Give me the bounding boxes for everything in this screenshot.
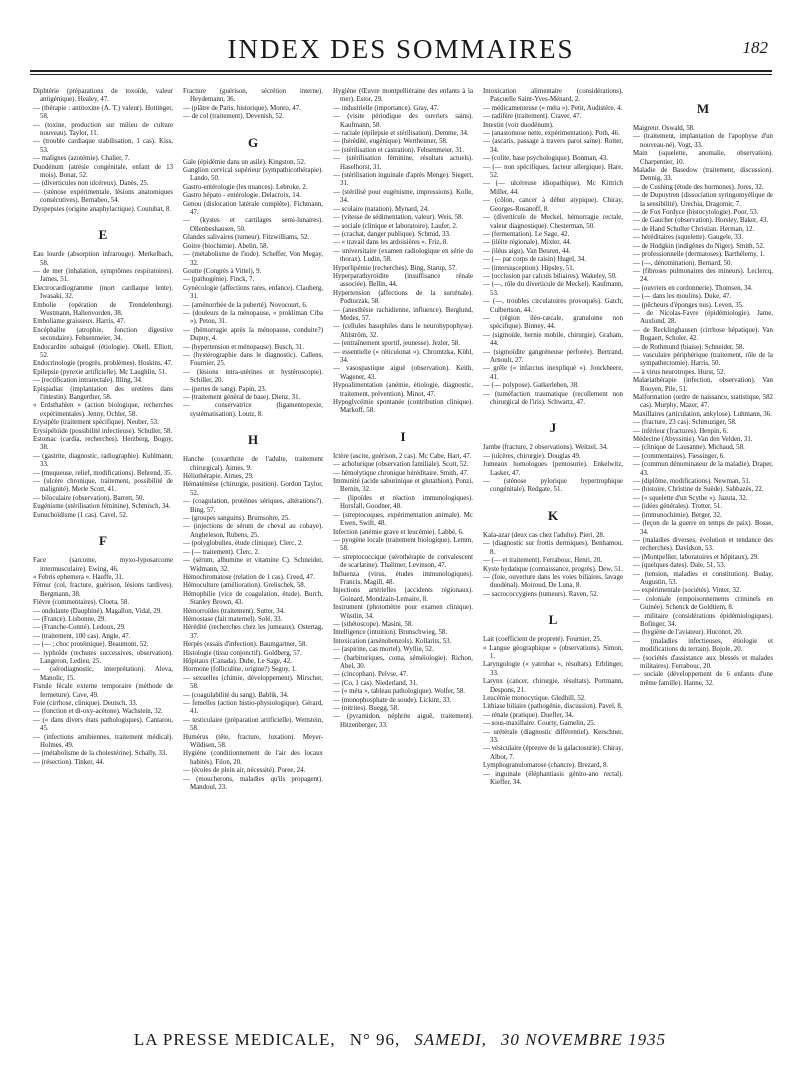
index-entry: Hygiène (Œuvre montpelliéraine des enfants à la mer). Estor, 29.: [333, 88, 473, 104]
index-entry: Intelligence (intuition). Brunschwieg, 58.: [333, 629, 448, 637]
index-entry: Malariathérapie (infection, observation). Van Rooyen, Pile, 51.: [633, 377, 773, 393]
index-entry: — (clinique de Lausanne). Michaud, 58.: [633, 444, 745, 452]
index-entry: Duodénum (atrésie congénitale, enfant de 13 mois). Bonar, 52.: [33, 163, 173, 180]
index-entry: — (moucherons, maladies qu'ils propagent). Mandoul, 23.: [183, 775, 323, 792]
index-entry: Kala-azar (deux cas chez l'adulte). Pieri, 28.: [483, 531, 605, 539]
index-entry: Herpès (essais d'infection). Baumgartner, 58.: [183, 641, 308, 649]
index-entry: — de Gaucher (observation). Horsley, Baker, 43.: [633, 217, 769, 225]
index-entry: — (occlusion par calculs biliaires). Wakeley, 50.: [483, 272, 617, 280]
index-entry: Eau lourde (absorption infrarouge). Merkelbach, 58.: [33, 251, 173, 267]
index-entry: — (groupes sanguins). Brumsohre, 25.: [183, 515, 290, 523]
index-entry: — ondulante (Dauphiné). Magallon, Vidal, 29.: [33, 607, 163, 615]
index-entry: — coloniale (empoisonnements criminels en Guinée). Schenck de Goldtiem, 8.: [633, 595, 773, 612]
index-entry: Emboliame graisseux. Harris, 47.: [33, 318, 126, 326]
index-entry: — conservatrice (ligamentopexie, systématisation). Loutz, 8.: [183, 402, 323, 418]
index-entry: — (anesthésie rachidienne, influence). Berglund, Medes, 57.: [333, 306, 473, 322]
index-entry: — sociale (clinique et laboratoire). Laufer, 2.: [333, 222, 458, 230]
index-entry: — (barbituriques, coma, séméiologie). Richon, Abel, 30.: [333, 654, 473, 670]
index-entry: Médecine (Abyssinie). Van den Velden, 31.: [633, 436, 753, 444]
index-entry: — (polyglobulies, étude clinique). Clerc, 2.: [183, 540, 303, 548]
index-column-5: [633, 88, 773, 1000]
section-letter: H: [247, 432, 259, 448]
index-entry: — (maladies infectieuses, étiologie et modifications du terrain). Bojole, 20.: [633, 637, 773, 654]
index-entry: Intoxication (arsénobenzols). Kollarits, 53.: [333, 637, 452, 645]
index-entry: — (métabolisme de la cholestérine). Schally, 33.: [33, 750, 168, 758]
index-entry: Gynécologie (affections rares, enfance). Clauberg, 31.: [183, 284, 323, 301]
index-entry: — militaire (considérations épidémiologiques). Bofinger, 34.: [633, 612, 773, 628]
footer-journal: LA PRESSE MEDICALE,: [133, 1030, 336, 1049]
index-entry: — (douleurs de la ménopause, « prokliman Ciba »). Petou, 31.: [183, 309, 323, 326]
index-entry: — de Hodgkin (indigènes du Niger). Smith, 52.: [633, 242, 765, 250]
footer-weekday: SAMEDI,: [414, 1030, 487, 1049]
index-entry: — sous-maxillaire. Courty, Gamelin, 25.: [483, 720, 596, 728]
index-entry: — (coagulabilité du sang). Bablik, 34.: [183, 691, 289, 699]
index-entry: — (— traitement). Clerc, 2.: [183, 548, 260, 556]
index-entry: — (sténose expérimentale, lésions anatomiques consécutives). Bernabeo, 54.: [33, 188, 173, 205]
index-entry: Hôpitaux (Canada). Dube, Le Sage, 42.: [183, 657, 292, 665]
page-header: [30, 34, 772, 64]
index-entry: Malformation (ordre de naissance, statistique, 582 cas). Murphy, Mazer, 47.: [633, 394, 773, 410]
index-entry: — (— et traitement). Ferrabouc, Henri, 20.: [483, 557, 603, 565]
index-entry: — raciale (épilepsie et stérilisation). Demme, 34.: [333, 130, 469, 138]
index-entry: — (— ulcéreuse idiopathique). Mc Kittrich Miller, 44.: [483, 180, 623, 196]
index-entry: — (ulcère chronique, traitement, possibilité de malignité). Merle Scott, 41.: [33, 478, 173, 494]
index-entry: — (immunochimie). Berger, 32.: [633, 511, 722, 519]
index-entry: Intestin (voir duodénum).: [483, 121, 554, 129]
index-entry: Histologie (tissu conjonctif). Goldberg, 57.: [183, 649, 302, 657]
page-footer: [0, 1030, 800, 1050]
index-entry: Injections artérielles (accidents régionaux). Goinard, Mondzain-Lemaire, 8.: [333, 587, 473, 603]
index-column-4: [483, 88, 623, 1000]
page-title: INDEX DES SOMMAIRES: [227, 34, 575, 64]
index-entry: Infection (anémie grave et leucémie). Labbé, 6.: [333, 528, 464, 536]
index-entry: Fémur (col, fracture, guérison, lésions tardives). Bergmann, 38.: [33, 582, 173, 598]
index-entry: — sociale (développement de 6 enfants d'une même famille). Hanne, 32.: [633, 671, 773, 687]
index-entry: — (côlon, cancer à début atypique). Chiray, Georges-Rosanoff, 8.: [483, 197, 623, 213]
index-entry: — (diplôme, modifications). Newman, 51.: [633, 478, 751, 486]
index-entry: Eugénisme (stérilisation féminine). Schmisch, 34.: [33, 503, 171, 511]
index-entry: — pyogène locale (traitement biologique). Lemm, 58.: [333, 536, 473, 553]
index-entry: — (visite périodique des ouvriers sains). Kaufmann, 58.: [333, 113, 473, 129]
index-entry: — (« squelette d'un Scythe »). Jazuta, 32.: [633, 494, 748, 502]
index-entry: — de Fox Fordyce (histocytologie). Poor, 53.: [633, 209, 759, 217]
index-entry: — (commun dénominateur de la maladie). Draper, 43.: [633, 461, 773, 477]
index-entry: — (stérilisation féminine, résultats actuels). Haselhorst, 31.: [333, 155, 473, 171]
index-entry: — (diverticule de Meckel, hémorragie rectale, valeur diagnostique). Chesterman, 50.: [483, 214, 623, 230]
index-entry: — (anastomose nette, expérimentation). Poth, 46.: [483, 130, 620, 138]
index-entry: — « travail dans les ardoisières ». Friz, 8.: [333, 239, 449, 247]
index-entry: — (kystes et cartilages semi-lunaires). Ollenbeshausen, 50.: [183, 217, 323, 233]
index-entry: — de Recklinghausen (cirrhose hépatique). Van Bogaert, Scholer, 42.: [633, 326, 773, 343]
index-entry: — universitaire (examen radiologique en série du thorax). Ludin, 58.: [333, 247, 473, 264]
index-entry: — (traitement, 100 cas). Angle, 47.: [33, 632, 131, 640]
index-entry: — (—, dénomination). Bernard, 50.: [633, 259, 733, 267]
index-entry: — (tuméfaction traumatique (recollement non chirurgical de l'iris). Schwartz, 47.: [483, 390, 623, 407]
index-entry: « Febris ephemera ». Hauffe, 31.: [33, 573, 124, 581]
index-entry: Larynx (cancer, chirurgie, résultats). Portmann, Despons, 21.: [483, 678, 623, 694]
index-entry: Jambe (fracture, 2 observations). Weitzel, 34.: [483, 444, 609, 452]
index-entry: — (ouvriers en cordonnerie). Thomsen, 34.: [633, 284, 753, 292]
index-entry: Maigreur. Oswald, 58.: [633, 125, 695, 132]
index-column-3: [333, 88, 473, 1000]
index-entry: Intoxication alimentaire (considérations). Pascuelle Saint-Yves-Ménard, 2.: [483, 88, 623, 104]
index-entry: — radifère (traitement). Craver, 47.: [483, 113, 582, 121]
section-letter: E: [98, 227, 108, 243]
index-entry: Hypoalimentation (anémie, étiologie, diagnostic, traitement, prévention). Minot, 47.: [333, 382, 473, 398]
index-entry: — (fermentation). Le Sage, 42.: [483, 230, 570, 238]
index-entry: Hyperlipémie (recherches). Bing, Starup, 57.: [333, 264, 457, 272]
index-entry: — (France). Lisbonne, 29.: [33, 615, 107, 623]
index-entry: Hanche (coxarthrite de l'adulte, traitement chirurgical). Aimes, 9.: [183, 456, 323, 472]
section-letter: J: [549, 420, 557, 436]
index-entry: — (« méta », tableau pathologique). Wolfer, 58.: [333, 688, 466, 696]
index-entry: Lymphogranulomatose (chancre). Brezard, 8.: [483, 762, 609, 770]
index-entry: — hémolytique chronique héréditaire. Smith, 47.: [333, 469, 469, 477]
index-column-1: [33, 88, 173, 1000]
index-entry: Endocrinologie (progrès, problèmes). Hoskins, 47.: [33, 360, 173, 368]
index-entry: — vésiculaire (épreuve de la galactosurie). Chiray, Albot, 7.: [483, 745, 623, 761]
index-entry: Fistule fécale externe temporaire (méthode de fermeture). Cave, 49.: [33, 683, 173, 699]
index-entry: — (plâtre de Paris, historique). Monro, 47.: [183, 104, 301, 112]
index-entry: — vasculaire périphérique (traitement, rôle de la sympathectomie). Harris, 50.: [633, 351, 773, 368]
section-letter: G: [247, 134, 259, 150]
index-entry: — de Dupuytren (dissociation syringomyélique de la sensibilité). Urechia, Dragomir, 7.: [633, 192, 773, 208]
index-entry: — (pertes de sang). Papin, 23.: [183, 385, 267, 393]
index-entry: — malignes (azotémie). Chalier, 7.: [33, 155, 130, 163]
index-entry: — (hypertension et ménopause). Busch, 31.: [183, 343, 304, 351]
index-entry: — rénale (pratique). Duefler, 34.: [483, 711, 574, 719]
index-entry: — (quelques dates). Dale, 51, 53.: [633, 562, 726, 570]
index-entry: — (hémorragie après la ménopause, conduite?) Dupuy, 4.: [183, 326, 323, 343]
index-entry: — (foie, ouverture dans les voies biliaires, lavage duodénal). Moiroud, De Luna, 8.: [483, 573, 623, 590]
index-entry: — (lésions intra-utérines et hystéroscopie). Schiller, 20.: [183, 368, 323, 385]
index-entry: « Erdsthahlen » (action biologique, recherches expérimentales). Jenny, Ochler, 58.: [33, 402, 173, 418]
index-entry: Face (sarcome, myxo-lyposarcome intermusculaire). Ewing, 46.: [33, 557, 173, 573]
index-entry: Fracture (guérison, sécrétion interne). Heydemann, 36.: [183, 88, 323, 104]
index-entry: — (tension, maladies et constitution). Buday, Augustin, 53.: [633, 570, 773, 586]
index-entry: — (aspirine, cas mortel). Wyllie, 52.: [333, 646, 434, 654]
index-entry: — scolaire (natation). Mynard, 24.: [333, 205, 429, 213]
index-entry: — (colite, base psychologique). Bonman, 43.: [483, 155, 608, 163]
index-entry: Epispadias (implantation des uretères dans l'intestin). Bangerther, 58.: [33, 385, 173, 401]
footer-issue: N° 96,: [349, 1030, 401, 1049]
index-entry: — inférieur (fractures). Henpin, 6.: [633, 427, 729, 435]
index-entry: — (— non spécifiques, facteur allergique). Hare, 52.: [483, 163, 623, 180]
index-entry: — (— dans les moulins). Duke, 47.: [633, 293, 732, 301]
index-entry: — (Montpellier, laboratoires et hôpitaux), 29.: [633, 553, 760, 561]
index-entry: Erysipéloïde (possibilité infectieuse). Schuller, 58.: [33, 427, 173, 435]
index-entry: — (hystérographie dans le diagnostic). Callens, Fournier, 25.: [183, 351, 323, 368]
index-entry: Lithiase biliaire (pathogénie, discussion). Pavel, 8.: [483, 703, 623, 711]
index-entry: — (intersusception). Hipsley, 51.: [483, 264, 575, 272]
index-entry: — (sérodiagnostic, interprétation). Aleva, Manolic, 15.: [33, 666, 173, 682]
index-column-2: [183, 88, 323, 1000]
index-entry: Hémostase (fait maternel). Solé, 33.: [183, 615, 283, 623]
index-entry: Gastro hépato - entérologie. Delacroix, 14.: [183, 192, 301, 200]
index-entry: — de col (traitement). Devenish, 52.: [183, 113, 285, 121]
index-entry: — urétérale (diagnostic différentiel). Kerschner, 33.: [483, 728, 623, 744]
index-entry: Eunuchoïdisme (1 cas). Cavel, 52.: [33, 511, 128, 519]
index-entry: — (rectification intrarectale). Illing, 34.: [33, 377, 143, 385]
index-entry: Hématémèse (chirurgie, position). Gordon Taylor, 52.: [183, 481, 323, 497]
index-entry: — (Co, 1 cas). Niederland, 31.: [333, 679, 418, 687]
index-entry: Endocardite subaiguë (étiologie). Okell, Elliott, 52.: [33, 343, 173, 359]
index-entry: Hypertension (affections de la surrénale). Podtorzak, 58.: [333, 289, 473, 306]
index-entry: Immunité (acide saburinique et glutathion). Ponzi, Bernin, 32.: [333, 478, 473, 494]
index-entry: — de mer (inhalation, symptômes respiratoires). James, 51.: [33, 267, 173, 284]
index-entry: — (traitement général de base). Dienz, 31.: [183, 394, 301, 401]
index-entry: Leucémie monocytique. Gledhill, 52.: [483, 694, 586, 702]
index-entry: — (thérapie : antitoxine (A. T.) valeur). Hottinger, 58.: [33, 104, 173, 121]
index-entry: — streptococcique (sérothérapie de convalescent de scarlatine). Thalimer, Levinson, 47.: [333, 553, 473, 570]
section-letter: K: [547, 507, 559, 523]
index-entry: Hypoglycémie spontanée (contribution clinique). Markoff, 58.: [333, 399, 473, 415]
index-entry: — à virus neurotropes. Hurst, 52.: [633, 368, 726, 376]
index-entry: — industrielle (importance). Gray, 47.: [333, 104, 439, 112]
index-entry: — (pathogénie). Finck, 7.: [183, 276, 255, 284]
index-entry: — (ulcères, chirurgie). Douglas 49.: [483, 452, 581, 460]
index-entry: — (injections de sérum de cheval au cobaye). Angheleson, Rubens, 25.: [183, 523, 323, 539]
index-entry: Glandes salivaires (tumeur). Fitzwilliams, 52.: [183, 234, 310, 242]
index-entry: Foie (cirrhose, clinique). Deutsch, 33.: [33, 700, 138, 707]
index-entry: — testiculaire (préparation artificielle). Wettstein, 58.: [183, 716, 323, 733]
index-entry: — essentielle (« réticulonat »). Chromtzka, Kühl, 34.: [333, 348, 473, 364]
index-entry: Erysipèle (traitement spécifique). Neuber, 53.: [33, 419, 159, 427]
index-entry: — sacrococcygiens (tumeurs). Raven, 52.: [483, 590, 599, 598]
index-entry: — (cincophan). Pelvse, 47.: [333, 671, 409, 679]
index-entry: Goutte (Congrès à Vittel), 9.: [183, 267, 262, 275]
index-entry: — (streptocoques, expérimentation animale). Mc Ewen, Swift, 48.: [333, 511, 473, 528]
section-letter: F: [99, 533, 107, 549]
index-entry: — (stérilisation et castration). Fehsenmeier, 31.: [333, 146, 464, 154]
index-entry: — (résection). Tinker, 44.: [33, 758, 105, 766]
index-entry: — sexuelles (chimie, développement). Mirscher, 58.: [183, 674, 323, 691]
index-entry: — de Nicolas-Favre (épidémiologie). Jame, Auxlund, 28.: [633, 309, 773, 326]
index-entry: — (cellules basophiles dans le neurohypophyse). Ahlström, 32.: [333, 323, 473, 339]
index-entry: — femelles (action histio-physiologique). Gérard, 41.: [183, 700, 323, 716]
index-entry: Estomac (cardia, recherches). Herzberg, Bogoy, 38.: [33, 436, 173, 452]
index-entry: — (ascaris, passage à travers paroi saine). Rotter, 34.: [483, 138, 623, 154]
index-entry: — (stérilisé pour eugénisme, impressions). Kolle, 34.: [333, 188, 473, 205]
index-entry: — inguinale (éléphantiasis génito-ano rectal). Kieffer, 34.: [483, 770, 623, 787]
index-entry: Instrument (photomètre pour examen clinique). Wüstlin, 34.: [333, 604, 473, 620]
index-entry: Gastro-entérologie (les nuances). Lebroke, 2.: [183, 183, 308, 191]
index-entry: Hyperparathyroïdite (insuffisance rénale associée). Bellin, 44.: [333, 272, 473, 289]
index-entry: Kyste hydatique (connaissance, progrès). Dew, 51.: [483, 565, 623, 573]
index-entry: — (sérum, albumine et vitamine C). Schneider, Widmann, 32.: [183, 557, 323, 573]
index-entry: Encéphalite (atrophie, fonction digestive secondaire). Fehsenmeier, 34.: [33, 326, 173, 343]
section-letter: M: [696, 101, 710, 116]
index-entry: — grêle (« infarctus inexpliqué »). Jonckheere, 41.: [483, 365, 623, 381]
index-entry: Fièvre (commentaires). Cloeta, 58.: [33, 599, 130, 607]
index-entry: — (pyramidon, néphrite aiguë, traitement). Hitzenberger, 33.: [333, 713, 473, 729]
index-entry: Diphtérie (préparations de toxoïde, valeur antigénique). Healey, 47.: [33, 88, 173, 104]
header-rule-thin: [30, 74, 772, 75]
index-entry: Humérus (tête, fracture, luxation). Meyer-Wildisen, 58.: [183, 733, 323, 750]
index-entry: — (— par corps de raisin) Hugel, 34.: [483, 256, 587, 264]
index-entry: Electrocardiogramme (mort cardiaque lente). Iwasaki, 32.: [33, 284, 173, 301]
index-entry: Genou (dislocation latérale complète). Fichmann, 47.: [183, 200, 323, 217]
index-entry: Gale (épidémie dans un asile). Kingston, 52.: [183, 158, 306, 166]
index-entry: — (aménorrhée de la puberté). Novocourt, 6.: [183, 301, 308, 309]
index-entry: — (toxine, production sur milieu de culture nouveau). Taylor, 11.: [33, 121, 173, 138]
index-entry: — (région iléo-cæcale, granulome non spécifique). Binney, 44.: [483, 314, 623, 331]
index-entry: — (nitrites). Buegg, 58.: [333, 705, 399, 713]
index-entry: — (—, troubles circulatoires provoqués). Gatch, Culbertson, 44.: [483, 298, 623, 314]
index-entry: — (métabolisme de l'iode). Scheffer, Von Megay, 32.: [183, 251, 323, 267]
index-entry: Héliothérapie. Aimes, 29.: [183, 473, 254, 481]
index-entry: — professionnelle (dermatoses). Barthélemy, 1.: [633, 251, 765, 259]
index-entry: — (sociétés d'assistance aux blessés et malades militaires). Ferrabouc, 20.: [633, 654, 773, 670]
index-entry: — (entraînement sportif, jeunesse). Jezler, 58.: [333, 340, 460, 348]
index-entry: — expérimentale (sociétés). Vinter, 32.: [633, 587, 742, 595]
header-rule: [30, 70, 772, 72]
index-entry: — (— ; choc protéinique). Beaumont, 52.: [33, 641, 149, 649]
index-entry: — de Rothmund (biaise). Schneider, 58.: [633, 343, 745, 351]
index-entry: — (écoles de plein air, nécessité). Poree, 24.: [183, 767, 306, 775]
index-entry: — (fonction et di-oxy-acétone). Wachstein, 32.: [33, 708, 163, 716]
index-entry: — de Hand Schuller Christian. Herman, 12.: [633, 225, 755, 233]
index-entry: — médicamenteuse (« méta »). Petit, Audistère, 4.: [483, 104, 623, 112]
index-entry: — (hygiène de l'aviateur). Huconot, 20.: [633, 629, 743, 637]
index-entry: — (sthétoscope). Masini, 58.: [333, 620, 413, 628]
index-entry: — (Franche-Comté). Ledoux, 29.: [33, 624, 126, 632]
index-entry: — (infections amibiennes, traitement médical). Holmes, 49.: [33, 733, 173, 750]
index-entry: — (diagnostic sur frottis dermiques). Benhamou, 8.: [483, 540, 623, 556]
index-entry: — (iléus aigu). Van Beuren, 44.: [483, 247, 571, 255]
index-entry: Ganglion cervical supérieur (sympathicothérapie). Lando, 50.: [183, 167, 323, 183]
index-entry: — (hérédité, eugénique). Wertheimer, 58.: [333, 138, 448, 146]
index-entry: Hémophilie (vice de coagulation, étude). Burch, Stanley Brown, 43.: [183, 590, 323, 607]
index-entry: — acholurique (observation familiale). Scott, 52.: [333, 461, 469, 469]
index-entry: Main (squelette, anomalie, observation). Charpentier, 10.: [633, 150, 773, 166]
index-entry: — vasospastique aiguë (observation). Keith, Wagener, 43.: [333, 365, 473, 381]
index-entry: Epilepsie (pyrexie artificielle). Mc Laughlin, 51.: [33, 368, 167, 376]
index-entry: — (maladies diverses, évolution et tendance des recherches). Davidson, 53.: [633, 536, 773, 553]
index-entry: — (fracture, 23 cas). Schmuziger, 58.: [633, 419, 737, 427]
index-entry: — (stérilisation inguinale d'après Menge). Siegert, 31.: [333, 172, 473, 188]
index-entry: Laryngologie (« yatrobar », résultats). Erblinger, 33.: [483, 661, 623, 677]
index-entry: — (iléite régionale). Mixter, 44.: [483, 239, 572, 247]
index-entry: — (idées générales). Trotter, 51.: [633, 503, 723, 511]
index-entry: — (gastrite, diagnostic, radiographie). Kuhlmann, 33.: [33, 452, 173, 469]
index-entry: Maxillaires (articulation, ankylose). Luhmann, 36.: [633, 410, 772, 418]
index-entry: — (commentaires). Fiessinger, 6.: [633, 452, 725, 460]
index-entry: Goitre (biochimie). Abelin, 58.: [183, 242, 269, 250]
section-letter: I: [400, 428, 406, 444]
index-entry: — (coagulation, protéines sériques, altérations?). Bing, 57.: [183, 498, 323, 514]
index-entry: — héréditaires (squelette). Gaugele, 33.: [633, 234, 744, 242]
index-columns: [33, 88, 773, 1000]
index-entry: — (monophosphate de soude). Lickint, 33.: [333, 696, 452, 704]
index-entry: — (traitement, implantation de l'apophyse d'un nouveau-né). Vogt, 33.: [633, 133, 773, 149]
index-entry: Influenza (virus, études immunologiques). Francis, Magill, 48.: [333, 570, 473, 586]
index-entry: « Langue géographique » (observations). Simon, 1.: [483, 644, 623, 660]
index-entry: Jumeaux homologues (pentosurie). Enkelwitz, Lasker, 47.: [483, 461, 623, 477]
index-entry: Hémorroïdes (traitement). Sutter, 34.: [183, 607, 285, 615]
index-entry: — (— polypose). Gatkerleben, 38.: [483, 382, 579, 390]
section-letter: L: [548, 612, 558, 628]
index-entry: — (crachat, danger publique). Schmid, 33.: [333, 230, 451, 238]
index-entry: Hygiène (conditionnement de l'air des locaux habités). Filon, 20.: [183, 750, 323, 766]
index-entry: Hémochromatose (relation de 1 cas). Creed, 47.: [183, 573, 315, 581]
index-entry: — biloculaire (observation). Barrett, 50.: [33, 494, 145, 502]
index-entry: — (leçon de la guerre en temps de paix). Bosse, 34.: [633, 520, 773, 536]
index-entry: Maladie de Basedow (traitement, discussion). Dennig, 33.: [633, 167, 773, 183]
index-entry: Hormone (folliculine, origine?) Seguy, 1.: [183, 666, 297, 674]
index-entry: — de Cushing (étude des hormones). Jores, 32.: [633, 183, 764, 191]
page-number: 182: [742, 38, 768, 57]
index-entry: — (muqueuse, relief, modifications). Behrend, 35.: [33, 469, 173, 477]
index-entry: — (histoire, Christine de Suède). Sabbazès, 22.: [633, 486, 764, 494]
index-entry: — (pêcheurs d'éponges nus). Leven, 35.: [633, 301, 744, 309]
index-entry: — typhoïde (rechutes successives, observation). Langeron, Ledieu, 25.: [33, 649, 173, 665]
index-entry: Lait (coefficient de propreté). Fournier, 25.: [483, 636, 602, 644]
index-entry: Embolie (opération de Trendelenburg). Wustmann, Hallenvorden, 38.: [33, 301, 173, 317]
index-entry: — (trouble cardiaque stabilisation, 1 cas). Kiss, 53.: [33, 138, 173, 154]
index-entry: — (fibroses pulmonaires des mineurs). Leclercq, 24.: [633, 267, 773, 284]
index-entry: — (diverticules non ulcéreux). Danès, 25.: [33, 180, 149, 188]
index-entry: Dyspepsies (origine anaphylactique). Coutubat, 8.: [33, 205, 171, 213]
index-entry: Hémoculture (amélioration). Grelischek, 58.: [183, 582, 306, 590]
index-entry: — (sigmoïdite gangréneuse perforée). Bertrand, Arnoult, 27.: [483, 348, 623, 364]
index-entry: — (vitesse de sédimentation, valeur). Weis, 58.: [333, 214, 464, 222]
index-entry: Hérédité (recherches chez les jumeaux). Ostertag, 37.: [183, 624, 323, 640]
index-entry: — (—, rôle du diverticule de Meckel). Kaufmann, 53.: [483, 281, 623, 297]
index-entry: — (lipoïdes et réaction immunologiques). Horsfall, Goodner, 48.: [333, 494, 473, 511]
index-entry: — (sigmoïde, hernie mobile, chirurgie). Graham, 44.: [483, 331, 623, 348]
index-entry: Ictère (ascite, guérison, 2 cas). Mc Cabe, Hart, 47.: [333, 452, 472, 460]
index-entry: — (« dans divers états pathologiques). Cantarou, 45.: [33, 716, 173, 733]
index-entry: — (sténose pylorique hypertrophique congénitale). Redgate, 51.: [483, 478, 623, 494]
footer-date: 30 NOVEMBRE 1935: [500, 1030, 667, 1049]
